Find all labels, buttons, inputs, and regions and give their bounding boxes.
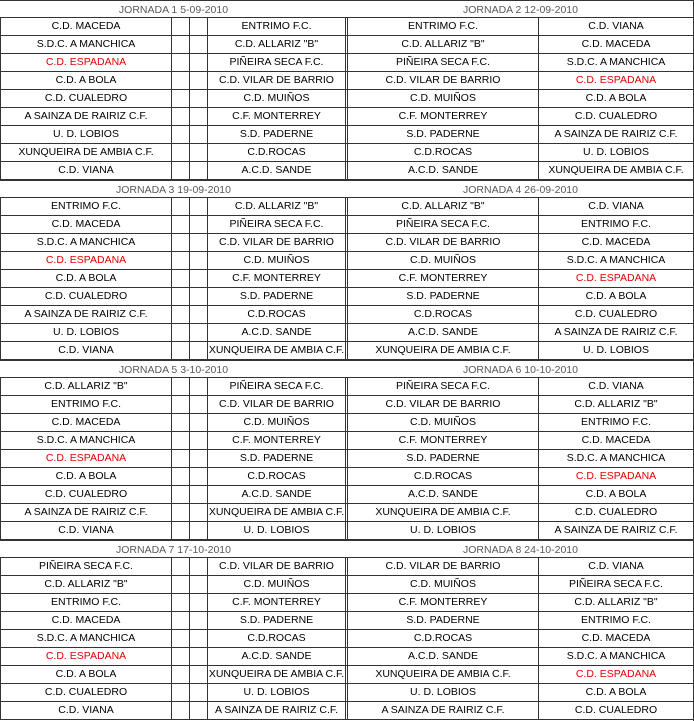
match-row bbox=[0, 432, 347, 450]
match-row bbox=[347, 18, 694, 36]
home-score bbox=[172, 198, 190, 216]
match-row bbox=[0, 252, 347, 270]
home-team: S.D.C. A MANCHICA bbox=[0, 432, 172, 450]
away-team: C.D. VIANA bbox=[539, 378, 694, 396]
home-team: ENTRIMO F.C. bbox=[0, 396, 172, 414]
home-team: A.C.D. SANDE bbox=[347, 648, 539, 666]
home-team: U. D. LOBIOS bbox=[347, 522, 539, 540]
match-row bbox=[347, 504, 694, 522]
away-team: S.D. PADERNE bbox=[208, 126, 346, 144]
away-team: C.F. MONTERREY bbox=[208, 432, 346, 450]
away-team: ENTRIMO F.C. bbox=[208, 18, 346, 36]
home-score bbox=[172, 702, 190, 720]
away-team: A.C.D. SANDE bbox=[208, 162, 346, 180]
away-score bbox=[190, 342, 208, 360]
away-score bbox=[190, 648, 208, 666]
home-score bbox=[172, 18, 190, 36]
away-score bbox=[190, 234, 208, 252]
round-header: JORNADA 6 10-10-2010 bbox=[347, 360, 694, 378]
home-score bbox=[172, 288, 190, 306]
home-team: C.D. CUALEDRO bbox=[0, 486, 172, 504]
match-row bbox=[0, 90, 347, 108]
away-team: C.D. ALLARIZ "B" bbox=[539, 396, 694, 414]
home-score bbox=[172, 414, 190, 432]
away-team: C.D. VILAR DE BARRIO bbox=[208, 234, 346, 252]
home-team: C.D.ROCAS bbox=[347, 468, 539, 486]
home-score bbox=[172, 378, 190, 396]
home-team: C.D. ESPADANA bbox=[0, 648, 172, 666]
away-team: C.D. VIANA bbox=[539, 558, 694, 576]
away-team: C.D. MUIÑOS bbox=[208, 90, 346, 108]
match-row bbox=[347, 126, 694, 144]
match-row bbox=[347, 216, 694, 234]
away-team: C.D. ESPADANA bbox=[539, 72, 694, 90]
home-team: C.D. A BOLA bbox=[0, 270, 172, 288]
match-row bbox=[0, 450, 347, 468]
home-score bbox=[172, 162, 190, 180]
match-row bbox=[347, 558, 694, 576]
away-team: C.D. MACEDA bbox=[539, 432, 694, 450]
match-row bbox=[347, 270, 694, 288]
home-team: C.D. MACEDA bbox=[0, 18, 172, 36]
match-row bbox=[347, 522, 694, 540]
home-team: C.D. VILAR DE BARRIO bbox=[347, 558, 539, 576]
home-team: C.F. MONTERREY bbox=[347, 594, 539, 612]
home-team: C.D. CUALEDRO bbox=[0, 288, 172, 306]
away-team: C.D.ROCAS bbox=[208, 468, 346, 486]
home-score bbox=[172, 486, 190, 504]
away-team: A SAINZA DE RAIRIZ C.F. bbox=[539, 324, 694, 342]
match-row bbox=[0, 684, 347, 702]
home-score bbox=[172, 342, 190, 360]
away-team: C.D. ALLARIZ "B" bbox=[208, 198, 346, 216]
home-team: A.C.D. SANDE bbox=[347, 324, 539, 342]
away-score bbox=[190, 54, 208, 72]
home-score bbox=[172, 126, 190, 144]
match-row bbox=[0, 468, 347, 486]
home-team: S.D. PADERNE bbox=[347, 450, 539, 468]
away-team: C.D. CUALEDRO bbox=[539, 504, 694, 522]
away-team: C.D. ALLARIZ "B" bbox=[539, 594, 694, 612]
away-team: C.D. A BOLA bbox=[539, 90, 694, 108]
away-team: C.F. MONTERREY bbox=[208, 270, 346, 288]
away-team: A SAINZA DE RAIRIZ C.F. bbox=[539, 126, 694, 144]
away-score bbox=[190, 18, 208, 36]
home-team: C.D. MUIÑOS bbox=[347, 252, 539, 270]
away-team: C.D. ESPADANA bbox=[539, 666, 694, 684]
match-row bbox=[0, 54, 347, 72]
away-team: C.D. VIANA bbox=[539, 18, 694, 36]
away-team: U. D. LOBIOS bbox=[208, 684, 346, 702]
away-team: A.C.D. SANDE bbox=[208, 324, 346, 342]
away-score bbox=[190, 612, 208, 630]
away-team: U. D. LOBIOS bbox=[539, 144, 694, 162]
away-team: ENTRIMO F.C. bbox=[539, 612, 694, 630]
home-score bbox=[172, 252, 190, 270]
away-score bbox=[190, 684, 208, 702]
match-row bbox=[347, 54, 694, 72]
away-team: C.D. VILAR DE BARRIO bbox=[208, 558, 346, 576]
home-team: ENTRIMO F.C. bbox=[0, 198, 172, 216]
match-row bbox=[0, 576, 347, 594]
away-score bbox=[190, 594, 208, 612]
home-score bbox=[172, 144, 190, 162]
match-row bbox=[0, 18, 347, 36]
away-score bbox=[190, 702, 208, 720]
home-team: C.D. MUIÑOS bbox=[347, 414, 539, 432]
match-row bbox=[0, 324, 347, 342]
away-team: A.C.D. SANDE bbox=[208, 648, 346, 666]
home-team: C.D. CUALEDRO bbox=[0, 90, 172, 108]
home-score bbox=[172, 558, 190, 576]
home-score bbox=[172, 468, 190, 486]
home-team: XUNQUEIRA DE AMBIA C.F. bbox=[347, 666, 539, 684]
match-row bbox=[347, 630, 694, 648]
match-row bbox=[347, 342, 694, 360]
home-team: C.D. ALLARIZ "B" bbox=[347, 198, 539, 216]
away-team: S.D. PADERNE bbox=[208, 612, 346, 630]
home-team: XUNQUEIRA DE AMBIA C.F. bbox=[0, 144, 172, 162]
home-team: C.D. ESPADANA bbox=[0, 450, 172, 468]
match-row bbox=[0, 36, 347, 54]
away-team: A SAINZA DE RAIRIZ C.F. bbox=[539, 522, 694, 540]
home-team: S.D. PADERNE bbox=[347, 612, 539, 630]
home-team: S.D.C. A MANCHICA bbox=[0, 36, 172, 54]
home-team: C.D. VIANA bbox=[0, 522, 172, 540]
match-row bbox=[347, 594, 694, 612]
away-score bbox=[190, 576, 208, 594]
home-score bbox=[172, 450, 190, 468]
home-team: PIÑEIRA SECA F.C. bbox=[0, 558, 172, 576]
home-team: C.D.ROCAS bbox=[347, 144, 539, 162]
match-row bbox=[347, 612, 694, 630]
match-row bbox=[0, 288, 347, 306]
match-row bbox=[0, 702, 347, 720]
home-team: C.D. VILAR DE BARRIO bbox=[347, 72, 539, 90]
match-row bbox=[347, 648, 694, 666]
home-team: C.D. ESPADANA bbox=[0, 54, 172, 72]
away-team: U. D. LOBIOS bbox=[539, 342, 694, 360]
home-team: C.D. CUALEDRO bbox=[0, 684, 172, 702]
away-team: C.D. A BOLA bbox=[539, 486, 694, 504]
home-score bbox=[172, 396, 190, 414]
away-team: C.D. MUIÑOS bbox=[208, 576, 346, 594]
away-score bbox=[190, 198, 208, 216]
away-team: PIÑEIRA SECA F.C. bbox=[539, 576, 694, 594]
home-score bbox=[172, 612, 190, 630]
away-score bbox=[190, 288, 208, 306]
home-score bbox=[172, 306, 190, 324]
match-row bbox=[347, 324, 694, 342]
home-score bbox=[172, 90, 190, 108]
round-header: JORNADA 2 12-09-2010 bbox=[347, 0, 694, 18]
home-score bbox=[172, 684, 190, 702]
match-row bbox=[347, 144, 694, 162]
match-row bbox=[0, 270, 347, 288]
home-team: C.F. MONTERREY bbox=[347, 432, 539, 450]
home-score bbox=[172, 432, 190, 450]
match-row bbox=[347, 378, 694, 396]
match-row bbox=[0, 306, 347, 324]
match-row bbox=[0, 486, 347, 504]
home-team: C.D. MUIÑOS bbox=[347, 576, 539, 594]
away-score bbox=[190, 630, 208, 648]
away-team: PIÑEIRA SECA F.C. bbox=[208, 54, 346, 72]
home-score bbox=[172, 324, 190, 342]
match-row bbox=[347, 36, 694, 54]
match-row bbox=[347, 198, 694, 216]
home-team: C.D. A BOLA bbox=[0, 468, 172, 486]
away-team: C.D. A BOLA bbox=[539, 684, 694, 702]
home-team: PIÑEIRA SECA F.C. bbox=[347, 216, 539, 234]
home-score bbox=[172, 216, 190, 234]
away-team: S.D. PADERNE bbox=[208, 288, 346, 306]
home-team: U. D. LOBIOS bbox=[347, 684, 539, 702]
away-team: C.D. MUIÑOS bbox=[208, 414, 346, 432]
match-row bbox=[347, 576, 694, 594]
home-team: PIÑEIRA SECA F.C. bbox=[347, 378, 539, 396]
match-row bbox=[347, 396, 694, 414]
home-team: A SAINZA DE RAIRIZ C.F. bbox=[0, 108, 172, 126]
away-team: C.D. CUALEDRO bbox=[539, 306, 694, 324]
away-score bbox=[190, 396, 208, 414]
away-score bbox=[190, 414, 208, 432]
away-team: C.F. MONTERREY bbox=[208, 108, 346, 126]
away-team: C.D. MACEDA bbox=[539, 630, 694, 648]
match-row bbox=[0, 144, 347, 162]
home-team: C.D. ALLARIZ "B" bbox=[0, 378, 172, 396]
match-row bbox=[347, 252, 694, 270]
round-header: JORNADA 4 26-09-2010 bbox=[347, 180, 694, 198]
away-score bbox=[190, 450, 208, 468]
home-team: C.D. VILAR DE BARRIO bbox=[347, 396, 539, 414]
away-team: C.D.ROCAS bbox=[208, 144, 346, 162]
match-row bbox=[0, 594, 347, 612]
away-team: PIÑEIRA SECA F.C. bbox=[208, 378, 346, 396]
away-score bbox=[190, 378, 208, 396]
away-score bbox=[190, 522, 208, 540]
away-team: ENTRIMO F.C. bbox=[539, 414, 694, 432]
home-score bbox=[172, 504, 190, 522]
away-team: C.D. VIANA bbox=[539, 198, 694, 216]
home-team: A.C.D. SANDE bbox=[347, 486, 539, 504]
match-row bbox=[0, 504, 347, 522]
match-row bbox=[0, 396, 347, 414]
match-row bbox=[0, 414, 347, 432]
away-score bbox=[190, 504, 208, 522]
home-score bbox=[172, 576, 190, 594]
home-team: C.D. MACEDA bbox=[0, 612, 172, 630]
away-team: C.D. CUALEDRO bbox=[539, 702, 694, 720]
match-row bbox=[0, 630, 347, 648]
away-team: PIÑEIRA SECA F.C. bbox=[208, 216, 346, 234]
away-team: C.D.ROCAS bbox=[208, 306, 346, 324]
home-team: S.D. PADERNE bbox=[347, 288, 539, 306]
home-team: C.D. VIANA bbox=[0, 702, 172, 720]
match-row bbox=[347, 468, 694, 486]
home-team: S.D.C. A MANCHICA bbox=[0, 234, 172, 252]
home-team: C.D. ALLARIZ "B" bbox=[347, 36, 539, 54]
away-team: A.C.D. SANDE bbox=[208, 486, 346, 504]
home-score bbox=[172, 72, 190, 90]
match-row bbox=[347, 288, 694, 306]
away-team: XUNQUEIRA DE AMBIA C.F. bbox=[208, 504, 346, 522]
away-team: ENTRIMO F.C. bbox=[539, 216, 694, 234]
match-row bbox=[0, 198, 347, 216]
match-row bbox=[347, 684, 694, 702]
away-team: C.D.ROCAS bbox=[208, 630, 346, 648]
away-score bbox=[190, 324, 208, 342]
home-team: C.D. A BOLA bbox=[0, 72, 172, 90]
home-score bbox=[172, 234, 190, 252]
home-team: C.D.ROCAS bbox=[347, 630, 539, 648]
match-row bbox=[0, 342, 347, 360]
home-score bbox=[172, 54, 190, 72]
home-team: C.D. ALLARIZ "B" bbox=[0, 576, 172, 594]
home-score bbox=[172, 108, 190, 126]
away-score bbox=[190, 108, 208, 126]
home-team: ENTRIMO F.C. bbox=[0, 594, 172, 612]
match-row bbox=[0, 108, 347, 126]
away-team: S.D.C. A MANCHICA bbox=[539, 252, 694, 270]
match-row bbox=[347, 666, 694, 684]
away-score bbox=[190, 126, 208, 144]
home-team: C.D. MACEDA bbox=[0, 414, 172, 432]
home-team: U. D. LOBIOS bbox=[0, 126, 172, 144]
away-score bbox=[190, 252, 208, 270]
match-row bbox=[347, 414, 694, 432]
away-team: U. D. LOBIOS bbox=[208, 522, 346, 540]
away-team: C.D. A BOLA bbox=[539, 288, 694, 306]
home-team: C.F. MONTERREY bbox=[347, 108, 539, 126]
home-team: PIÑEIRA SECA F.C. bbox=[347, 54, 539, 72]
home-score bbox=[172, 666, 190, 684]
home-score bbox=[172, 594, 190, 612]
round-header: JORNADA 5 3-10-2010 bbox=[0, 360, 347, 378]
home-score bbox=[172, 270, 190, 288]
match-row bbox=[347, 162, 694, 180]
home-team: A SAINZA DE RAIRIZ C.F. bbox=[347, 702, 539, 720]
away-score bbox=[190, 270, 208, 288]
away-score bbox=[190, 666, 208, 684]
away-score bbox=[190, 144, 208, 162]
match-row bbox=[347, 702, 694, 720]
away-score bbox=[190, 90, 208, 108]
away-score bbox=[190, 468, 208, 486]
away-team: C.D. ESPADANA bbox=[539, 270, 694, 288]
away-team: S.D.C. A MANCHICA bbox=[539, 450, 694, 468]
away-score bbox=[190, 216, 208, 234]
away-team: C.D. ALLARIZ "B" bbox=[208, 36, 346, 54]
match-row bbox=[347, 432, 694, 450]
away-team: C.D. ESPADANA bbox=[539, 468, 694, 486]
home-team: C.D. ESPADANA bbox=[0, 252, 172, 270]
match-row bbox=[347, 90, 694, 108]
away-team: C.D. MUIÑOS bbox=[208, 252, 346, 270]
match-row bbox=[0, 648, 347, 666]
home-score bbox=[172, 630, 190, 648]
match-row bbox=[347, 72, 694, 90]
home-score bbox=[172, 36, 190, 54]
match-row bbox=[0, 522, 347, 540]
away-team: C.D. MACEDA bbox=[539, 234, 694, 252]
match-row bbox=[0, 216, 347, 234]
away-team: C.D. CUALEDRO bbox=[539, 108, 694, 126]
home-team: U. D. LOBIOS bbox=[0, 324, 172, 342]
match-row bbox=[0, 162, 347, 180]
home-team: C.D. A BOLA bbox=[0, 666, 172, 684]
match-row bbox=[0, 234, 347, 252]
match-row bbox=[347, 486, 694, 504]
away-score bbox=[190, 432, 208, 450]
round-header: JORNADA 7 17-10-2010 bbox=[0, 540, 347, 558]
match-row bbox=[0, 72, 347, 90]
away-team: S.D.C. A MANCHICA bbox=[539, 648, 694, 666]
away-team: A SAINZA DE RAIRIZ C.F. bbox=[208, 702, 346, 720]
home-team: C.D.ROCAS bbox=[347, 306, 539, 324]
away-team: S.D. PADERNE bbox=[208, 450, 346, 468]
away-score bbox=[190, 36, 208, 54]
away-team: C.D. VILAR DE BARRIO bbox=[208, 72, 346, 90]
home-score bbox=[172, 648, 190, 666]
match-row bbox=[0, 558, 347, 576]
match-row bbox=[347, 306, 694, 324]
round-header: JORNADA 8 24-10-2010 bbox=[347, 540, 694, 558]
home-team: XUNQUEIRA DE AMBIA C.F. bbox=[347, 342, 539, 360]
away-score bbox=[190, 558, 208, 576]
away-score bbox=[190, 306, 208, 324]
home-team: C.D. VIANA bbox=[0, 342, 172, 360]
match-row bbox=[347, 234, 694, 252]
home-team: A.C.D. SANDE bbox=[347, 162, 539, 180]
home-team: C.D. VILAR DE BARRIO bbox=[347, 234, 539, 252]
home-score bbox=[172, 522, 190, 540]
away-team: C.D. MACEDA bbox=[539, 36, 694, 54]
away-score bbox=[190, 72, 208, 90]
home-team: ENTRIMO F.C. bbox=[347, 18, 539, 36]
away-score bbox=[190, 486, 208, 504]
home-team: C.D. VIANA bbox=[0, 162, 172, 180]
match-row bbox=[0, 612, 347, 630]
home-team: S.D.C. A MANCHICA bbox=[0, 630, 172, 648]
home-team: A SAINZA DE RAIRIZ C.F. bbox=[0, 504, 172, 522]
round-header: JORNADA 3 19-09-2010 bbox=[0, 180, 347, 198]
match-row bbox=[0, 126, 347, 144]
home-team: XUNQUEIRA DE AMBIA C.F. bbox=[347, 504, 539, 522]
home-team: C.D. MUIÑOS bbox=[347, 90, 539, 108]
away-team: XUNQUEIRA DE AMBIA C.F. bbox=[539, 162, 694, 180]
away-team: C.D. VILAR DE BARRIO bbox=[208, 396, 346, 414]
match-row bbox=[347, 108, 694, 126]
round-header: JORNADA 1 5-09-2010 bbox=[0, 0, 347, 18]
away-team: XUNQUEIRA DE AMBIA C.F. bbox=[208, 342, 346, 360]
match-row bbox=[0, 378, 347, 396]
away-team: XUNQUEIRA DE AMBIA C.F. bbox=[208, 666, 346, 684]
home-team: C.D. MACEDA bbox=[0, 216, 172, 234]
away-score bbox=[190, 162, 208, 180]
home-team: S.D. PADERNE bbox=[347, 126, 539, 144]
home-team: A SAINZA DE RAIRIZ C.F. bbox=[0, 306, 172, 324]
match-row bbox=[347, 450, 694, 468]
away-team: C.F. MONTERREY bbox=[208, 594, 346, 612]
match-row bbox=[0, 666, 347, 684]
home-team: C.F. MONTERREY bbox=[347, 270, 539, 288]
away-team: S.D.C. A MANCHICA bbox=[539, 54, 694, 72]
